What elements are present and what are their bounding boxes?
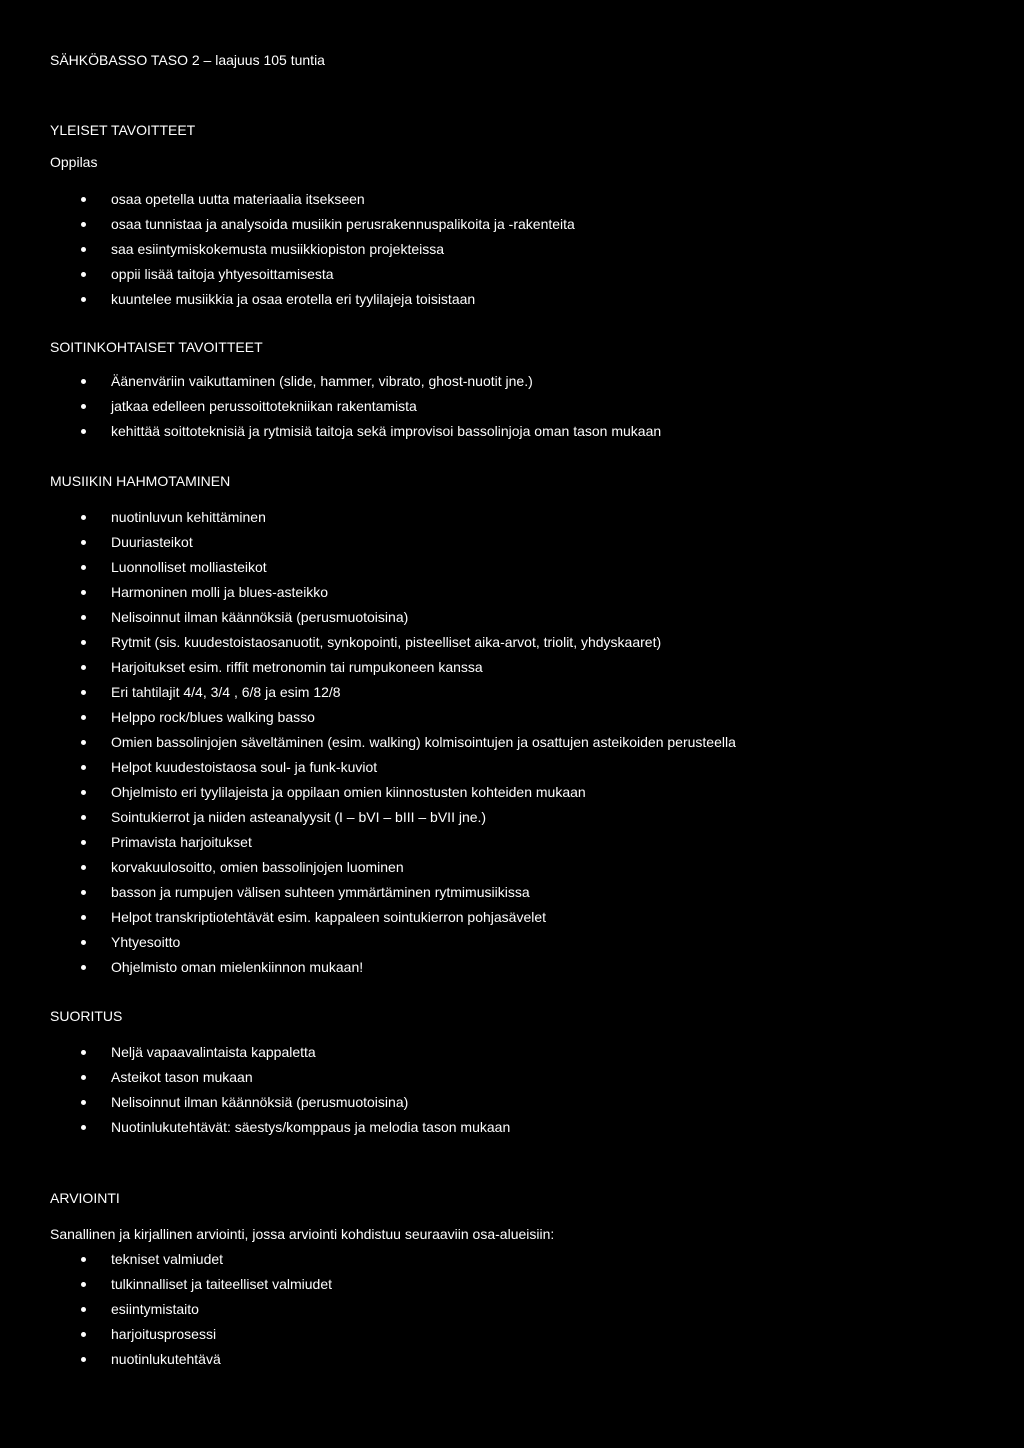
bullet-icon: [81, 1307, 86, 1312]
bullet-icon: [81, 715, 86, 720]
assessment-intro: Sanallinen ja kirjallinen arviointi, jossa arviointi kohdistuu seuraaviin osa-alueisiin:: [50, 1226, 555, 1242]
document-page: SÄHKÖBASSO TASO 2 – laajuus 105 tuntia YLEISET TAVOITTEET Oppilas osaa opetella uutta materiaalia itsekseen osaa tunnistaa ja analysoida musiikin perusrakennuspalikoita ja -rakenteita saa esiintymiskokemusta musiikkiopiston projekteissa oppii lisää taitoja yhtyesoittamisesta kuuntelee musiikkia ja osaa erotella eri tyylilajeja toisistaan SOITINKOHTAISET TAVOITTEET Äänenväriin vaikuttaminen (slide, hammer, vibrato, ghost-nuotit jne.) jatkaa edelleen perussoittotekniikan rakentamista kehittää soittoteknisiä ja rytmisiä taitoja sekä improvisoi bassolinjoja oman tason mukaan MUSIIKIN HAHMOTAMINEN nuotinluvun kehittäminen Duuriasteikot Luonnolliset molliasteikot Harmoninen molli ja blues-asteikko Nelisoinnut ilman käännöksiä (perusmuotoisina) Rytmit (sis. kuudestoistaosanuotit, synkopointi, pisteelliset aika-arvot, triolit, yhdyskaaret) Harjoitukset esim. riffit metronomin tai rumpukoneen kanssa Eri tahtilajit 4/4, 3/4 , 6/8 ja esim 12/8 Helppo rock/blues walking basso Omien bassolinjojen säveltäminen (esim. walking) kolmisointujen ja osattujen asteikoiden perusteella Helpot kuudestoistaosa soul- ja funk-kuviot Ohjelmisto eri tyylilajeista ja oppilaan omien kiinnostusten kohteiden mukaan Sointukierrot ja niiden asteanalyysit (I – bVI – bIII – bVII jne.) Primavista harjoitukset korvakuulosoitto, omien bassolinjojen luominen basson ja rumpujen välisen suhteen ymmärtäminen rytmimusiikissa Helpot transkriptiotehtävät esim. kappaleen sointukierron pohjasävelet Yhtyesoitto Ohjelmisto oman mielenkiinnon mukaan! SUORITUS Neljä vapaavalintaista kappaletta Asteikot tason mukaan Nelisoinnut ilman käännöksiä (perusmuotoisina) Nuotinlukutehtävät: säestys/komppaus ja melodia tason mukaan ARVIOINTI Sanallinen ja kirjallinen arviointi, jossa arviointi kohdistuu seuraaviin osa-alueisiin: tekniset valmiudet tulkinnalliset ja taiteelliset valmiudet esiintymistaito harjoitusprosessi nuotinlukutehtävä: [50, 52, 736, 1367]
section-subject: Oppilas: [50, 154, 98, 170]
section-heading-general: YLEISET TAVOITTEET: [50, 122, 196, 138]
bullet-icon: [81, 690, 86, 695]
bullet-icon: [81, 1257, 86, 1262]
bullet-icon: [81, 740, 86, 745]
bullet-icon: [81, 790, 86, 795]
bullet-icon: [81, 1357, 86, 1362]
bullet-icon: [81, 815, 86, 820]
bullet-icon: [81, 1282, 86, 1287]
bullet-icon: [81, 540, 86, 545]
section-heading-instrument: SOITINKOHTAISET TAVOITTEET: [50, 339, 263, 355]
bullet-icon: [81, 840, 86, 845]
bullet-icon: [81, 865, 86, 870]
bullet-icon: [81, 272, 86, 277]
bullet-icon: [81, 915, 86, 920]
bullet-icon: [81, 197, 86, 202]
section-heading-perception: MUSIIKIN HAHMOTAMINEN: [50, 473, 231, 489]
bullet-icon: [81, 404, 86, 409]
section-heading-assessment: ARVIOINTI: [50, 1190, 120, 1206]
bullet-icon: [81, 765, 86, 770]
bullet-icon: [81, 379, 86, 384]
bullet-icon: [81, 429, 86, 434]
bullet-icon: [81, 1075, 86, 1080]
bullet-icon: [81, 640, 86, 645]
bullet-icon: [81, 615, 86, 620]
bullet-icon: [81, 665, 86, 670]
bullet-icon: [81, 1100, 86, 1105]
bullet-icon: [81, 1125, 86, 1130]
bullet-icon: [81, 297, 86, 302]
bullet-icon: [81, 590, 86, 595]
bullet-icon: [81, 965, 86, 970]
bullet-icon: [81, 1050, 86, 1055]
bullet-icon: [81, 247, 86, 252]
bullet-icon: [81, 940, 86, 945]
bullet-icon: [81, 1332, 86, 1337]
bullet-icon: [81, 222, 86, 227]
document-title: SÄHKÖBASSO TASO 2 – laajuus 105 tuntia: [50, 52, 325, 68]
bullet-icon: [81, 890, 86, 895]
bullet-icon: [81, 515, 86, 520]
bullet-icon: [81, 565, 86, 570]
section-heading-performance: SUORITUS: [50, 1008, 123, 1024]
